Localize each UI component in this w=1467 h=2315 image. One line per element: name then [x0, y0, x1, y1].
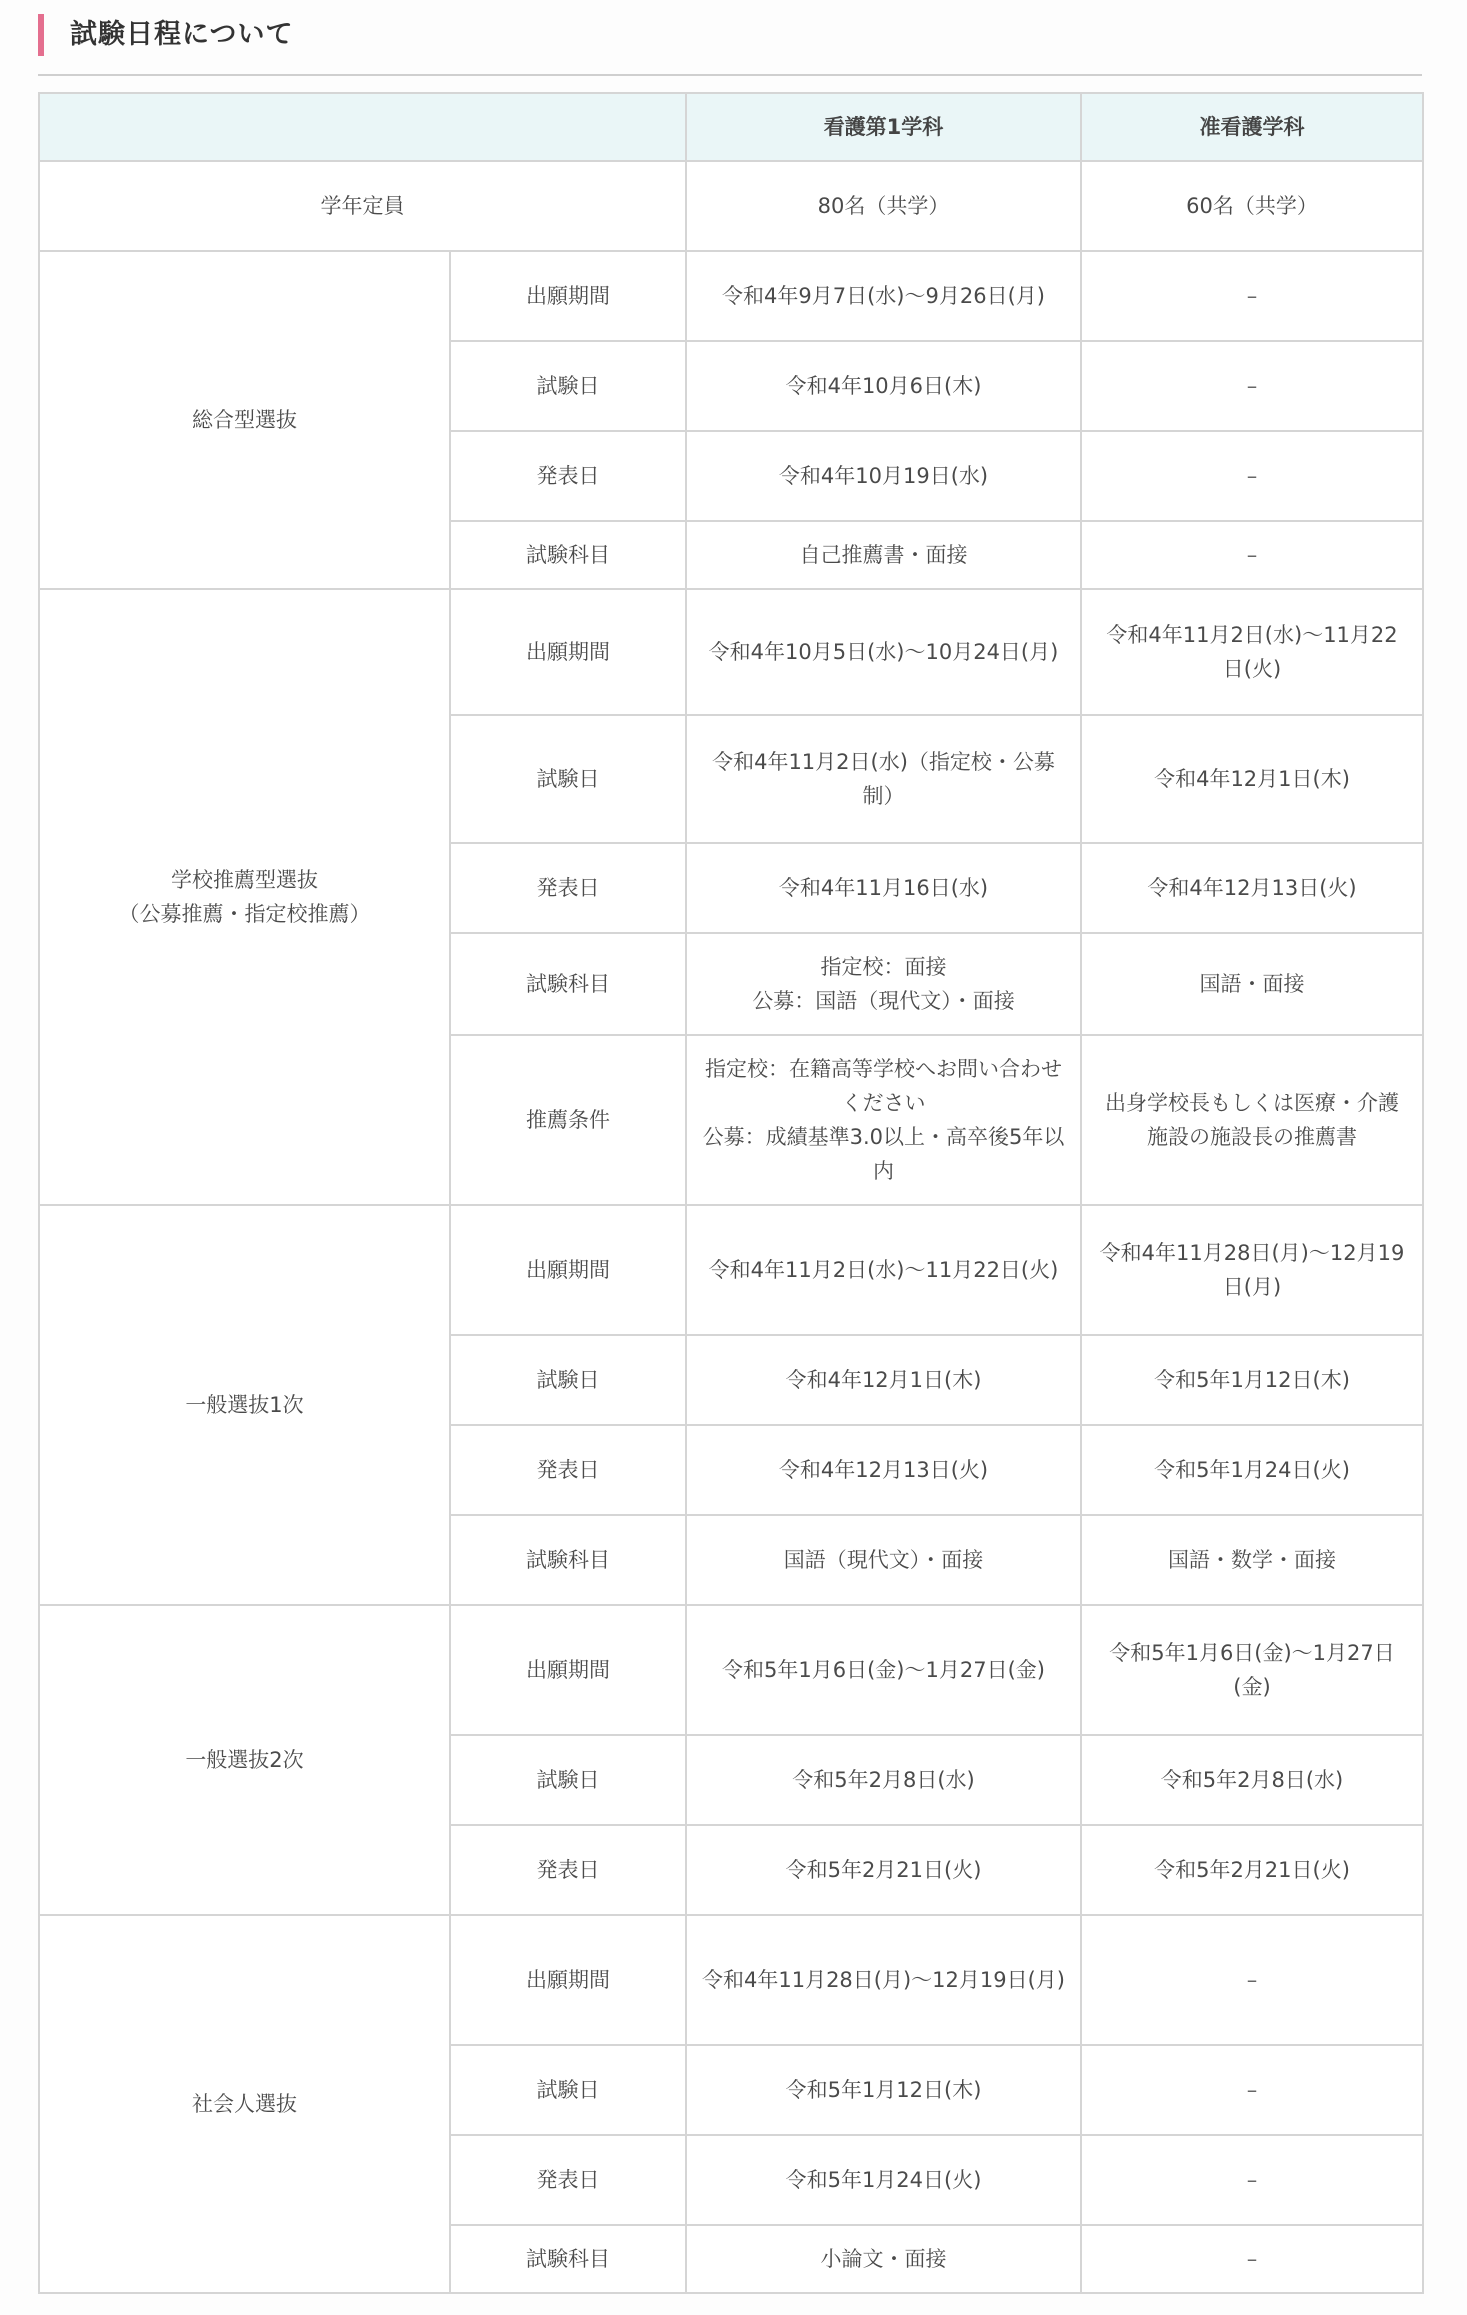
row-label: 試験科目	[450, 521, 686, 589]
cell-value: 国語・面接	[1081, 933, 1423, 1035]
row-label: 試験科目	[450, 1515, 686, 1605]
cell-value: 令和4年12月1日(木)	[686, 1335, 1081, 1425]
cell-value: 国語・数学・面接	[1081, 1515, 1423, 1605]
cell-line: 公募：国語（現代文）・面接	[752, 989, 1015, 1013]
group-name: 一般選抜1次	[39, 1205, 450, 1605]
group-name	[39, 589, 450, 1205]
table-row	[39, 1205, 1423, 1335]
table-row	[39, 1915, 1423, 2045]
cell-value: 自己推薦書・面接	[686, 521, 1081, 589]
row-label: 発表日	[450, 2135, 686, 2225]
header-assistant-nursing: 准看護学科	[1081, 93, 1423, 161]
section-header	[38, 14, 1422, 76]
cell-value: 令和5年1月24日(火)	[686, 2135, 1081, 2225]
cell-value: 令和5年2月8日(水)	[1081, 1735, 1423, 1825]
row-label: 出願期間	[450, 251, 686, 341]
row-label: 試験日	[450, 2045, 686, 2135]
cell-value: 60名（共学）	[1081, 161, 1423, 251]
group-name: 一般選抜2次	[39, 1605, 450, 1915]
group-name: 社会人選抜	[39, 1915, 450, 2293]
cell-value	[686, 1035, 1081, 1205]
cell-value: –	[1081, 431, 1423, 521]
header-empty-cell	[39, 93, 686, 161]
table-row	[39, 251, 1423, 341]
cell-value: –	[1081, 1915, 1423, 2045]
cell-value: 令和4年9月7日(水)〜9月26日(月)	[686, 251, 1081, 341]
cell-value: 令和5年1月24日(火)	[1081, 1425, 1423, 1515]
title-accent-bar	[38, 14, 44, 56]
cell-value: 令和4年11月16日(水)	[686, 843, 1081, 933]
cell-value: –	[1081, 521, 1423, 589]
cell-value: 国語（現代文）・面接	[686, 1515, 1081, 1605]
cell-value: 令和5年1月12日(木)	[686, 2045, 1081, 2135]
cell-value: 令和5年2月21日(火)	[1081, 1825, 1423, 1915]
row-label: 試験科目	[450, 2225, 686, 2293]
cell-line: 公募：成績基準3.0以上・高卒後5年以内	[702, 1125, 1065, 1183]
cell-value: 令和4年12月1日(木)	[1081, 715, 1423, 843]
cell-value: 令和4年12月13日(火)	[1081, 843, 1423, 933]
table-header-row	[39, 93, 1423, 161]
group-name: 総合型選抜	[39, 251, 450, 589]
cell-value: –	[1081, 341, 1423, 431]
cell-value: 令和5年1月6日(金)〜1月27日(金)	[686, 1605, 1081, 1735]
cell-value: 80名（共学）	[686, 161, 1081, 251]
cell-value: 令和4年11月28日(月)〜12月19日(月)	[1081, 1205, 1423, 1335]
cell-value: 令和4年12月13日(火)	[686, 1425, 1081, 1515]
row-label: 試験日	[450, 715, 686, 843]
cell-value: 令和4年10月6日(木)	[686, 341, 1081, 431]
cell-value: 令和5年2月8日(水)	[686, 1735, 1081, 1825]
row-label: 発表日	[450, 1425, 686, 1515]
cell-value: 令和4年11月28日(月)〜12月19日(月)	[686, 1915, 1081, 2045]
row-label: 発表日	[450, 843, 686, 933]
row-label: 出願期間	[450, 1605, 686, 1735]
cell-value: 令和4年10月5日(水)〜10月24日(月)	[686, 589, 1081, 715]
cell-value: 出身学校長もしくは医療・介護施設の施設長の推薦書	[1081, 1035, 1423, 1205]
exam-schedule-table	[38, 92, 1424, 2294]
cell-value	[686, 933, 1081, 1035]
row-label: 試験日	[450, 1335, 686, 1425]
cell-value: 令和4年11月2日(水)（指定校・公募制）	[686, 715, 1081, 843]
row-label: 出願期間	[450, 589, 686, 715]
group-name-line: 学校推薦型選抜	[171, 868, 318, 892]
cell-value: 令和5年2月21日(火)	[686, 1825, 1081, 1915]
section-title: 試験日程について	[70, 19, 294, 50]
cell-value: –	[1081, 2045, 1423, 2135]
table-row	[39, 161, 1423, 251]
cell-value: 小論文・面接	[686, 2225, 1081, 2293]
cell-value: –	[1081, 2225, 1423, 2293]
cell-value: 令和5年1月12日(木)	[1081, 1335, 1423, 1425]
row-label: 推薦条件	[450, 1035, 686, 1205]
table-row	[39, 1605, 1423, 1735]
row-label-capacity: 学年定員	[39, 161, 686, 251]
cell-value: 令和4年11月2日(水)〜11月22日(火)	[1081, 589, 1423, 715]
cell-line: 指定校：面接	[820, 955, 947, 979]
cell-line: 指定校：在籍高等学校へお問い合わせください	[705, 1057, 1062, 1115]
cell-value: –	[1081, 2135, 1423, 2225]
header-nursing-1: 看護第1学科	[686, 93, 1081, 161]
table-row	[39, 589, 1423, 715]
cell-value: 令和5年1月6日(金)〜1月27日(金)	[1081, 1605, 1423, 1735]
row-label: 発表日	[450, 431, 686, 521]
row-label: 試験日	[450, 341, 686, 431]
row-label: 出願期間	[450, 1915, 686, 2045]
row-label: 発表日	[450, 1825, 686, 1915]
group-name-line: （公募推薦・指定校推薦）	[118, 902, 371, 926]
row-label: 試験日	[450, 1735, 686, 1825]
cell-value: –	[1081, 251, 1423, 341]
cell-value: 令和4年11月2日(水)〜11月22日(火)	[686, 1205, 1081, 1335]
row-label: 出願期間	[450, 1205, 686, 1335]
cell-value: 令和4年10月19日(水)	[686, 431, 1081, 521]
row-label: 試験科目	[450, 933, 686, 1035]
